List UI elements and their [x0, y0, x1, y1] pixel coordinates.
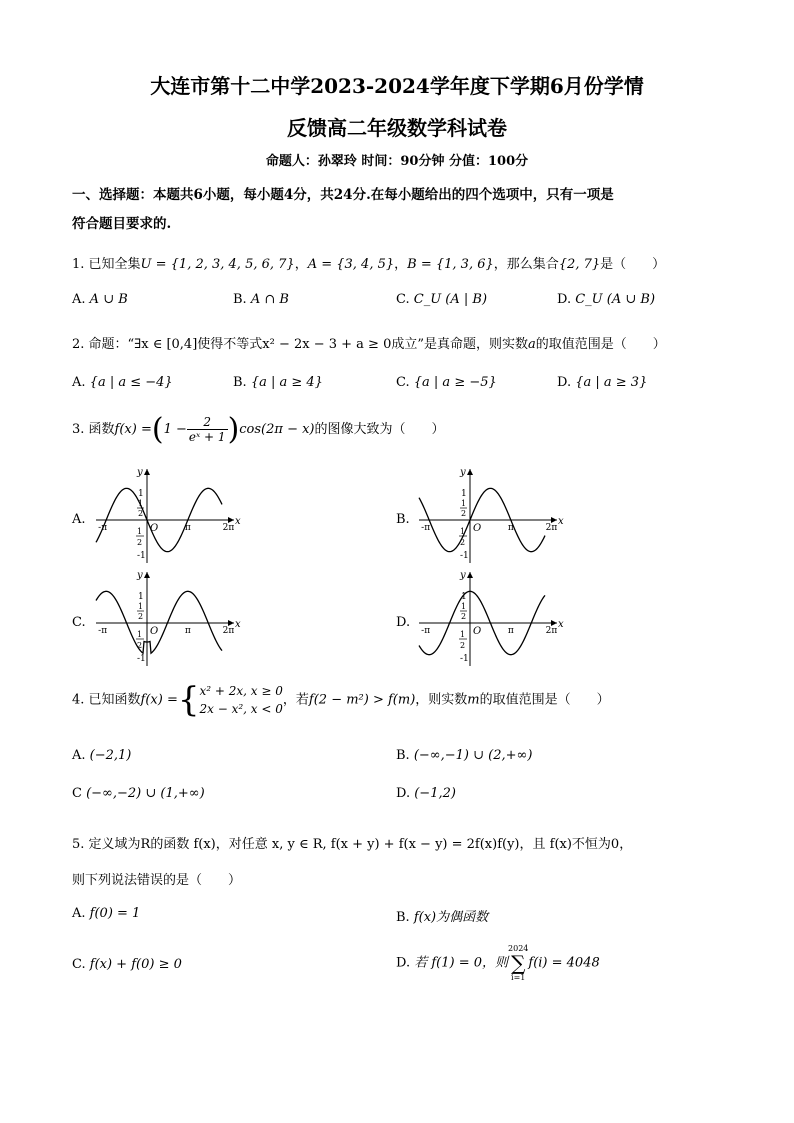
tick-neg-pi: -π	[421, 626, 431, 636]
tick-neg-one: -1	[460, 551, 469, 561]
tick-neg-half-den: 2	[460, 641, 466, 650]
tick-one: 1	[461, 489, 467, 499]
y-axis-arrow	[467, 469, 473, 475]
q4-case2: 2x − x², x < 0	[199, 702, 283, 716]
q1-option-c[interactable]: C. C_U (A | B)	[396, 292, 488, 307]
tick-2pi: 2π	[222, 523, 235, 533]
tick-pi: π	[184, 523, 191, 533]
tick-neg-half-den: 2	[460, 538, 466, 547]
q3-graph-a[interactable]	[92, 465, 242, 569]
tick-neg-half-num: 1	[460, 527, 466, 536]
tick-half-num: 1	[461, 499, 467, 508]
q3-graph-b[interactable]	[415, 465, 565, 569]
question-5-line2: 则下列说法错误的是（ ）	[72, 873, 242, 888]
q3-graph-c[interactable]	[92, 568, 242, 672]
exam-title-line2: 反馈高二年级数学科试卷	[287, 116, 507, 140]
section-heading-line1: 一、选择题：本题共6小题，每小题4分，共24分.在每小题给出的四个选项中，只有一项是	[72, 187, 614, 203]
tick-2pi: 2π	[222, 626, 235, 636]
q3-option-c-label[interactable]: C.	[72, 615, 86, 630]
q1-mid: ，那么集合	[493, 257, 559, 272]
tick-half-den: 2	[138, 612, 144, 621]
q1-option-b[interactable]: B. A ∩ B	[233, 292, 289, 307]
summation-symbol: 2024 ∑ i=1	[508, 944, 529, 982]
tick-neg-half-num: 1	[137, 527, 143, 536]
q3-graph-d[interactable]	[415, 568, 565, 672]
origin-label: O	[150, 626, 159, 637]
question-2-stem: 2. 命题：“∃x ∈ [0,4]使得不等式x² − 2x − 3 + a ≥ 0成立”是真命题，则实数a的取值范围是（ ）	[72, 337, 666, 352]
tick-half-den: 2	[461, 612, 467, 621]
q1-prefix: 1. 已知全集	[72, 257, 141, 272]
question-4-stem: 4. 已知函数f(x) ={ x² + 2x, x ≥ 0 2x − x², x < 0 ，若f(2 − m²) > f(m)，则实数m的取值范围是（ ）	[72, 680, 610, 720]
tick-neg-pi: -π	[98, 626, 108, 636]
tick-neg-half-num: 1	[137, 630, 143, 639]
tick-half-num: 1	[138, 499, 144, 508]
tick-2pi: 2π	[545, 626, 558, 636]
tick-pi: π	[507, 523, 514, 533]
tick-half-den: 2	[461, 509, 467, 518]
q4-option-c[interactable]: C (−∞,−2) ∪ (1,+∞)	[72, 786, 205, 801]
y-axis-arrow	[144, 572, 150, 578]
tick-neg-one: -1	[137, 551, 146, 561]
x-axis-label: x	[235, 619, 241, 630]
origin-label: O	[473, 523, 482, 534]
tick-one: 1	[138, 489, 144, 499]
y-axis-arrow	[467, 572, 473, 578]
q5-option-d[interactable]: D. 若 f(1) = 0，则2024 ∑ i=1f(i) = 4048	[396, 944, 600, 982]
tick-neg-one: -1	[460, 654, 469, 664]
q5-option-a[interactable]: A. f(0) = 1	[72, 906, 141, 921]
tick-neg-half-den: 2	[137, 641, 143, 650]
tick-neg-half-den: 2	[137, 538, 143, 547]
section-heading-line2: 符合题目要求的.	[72, 216, 172, 232]
tick-neg-pi: -π	[421, 523, 431, 533]
q3-option-d-label[interactable]: D.	[396, 615, 411, 630]
exam-info: 命题人：孙翠玲 时间：90分钟 分值：100分	[265, 154, 529, 169]
x-axis-label: x	[235, 516, 241, 527]
q2-option-d[interactable]: D. {a | a ≥ 3}	[557, 375, 648, 390]
tick-neg-one: -1	[137, 654, 146, 664]
q5-option-b[interactable]: B. f(x)为偶函数	[396, 910, 489, 925]
q3-option-a-label[interactable]: A.	[72, 512, 86, 527]
q4-option-a[interactable]: A. (−2,1)	[72, 748, 132, 763]
q4-option-d[interactable]: D. (−1,2)	[396, 786, 456, 801]
q1-suffix: 是（ ）	[600, 257, 666, 272]
q4-case1: x² + 2x, x ≥ 0	[199, 684, 283, 698]
origin-label: O	[473, 626, 482, 637]
tick-one: 1	[461, 592, 467, 602]
tick-one: 1	[138, 592, 144, 602]
tick-neg-pi: -π	[98, 523, 108, 533]
y-axis-label: y	[137, 570, 143, 581]
y-axis-label: y	[460, 570, 466, 581]
tick-half-num: 1	[138, 602, 144, 611]
q1-target-set: {2, 7}	[558, 257, 601, 272]
q3-option-b-label[interactable]: B.	[396, 512, 410, 527]
function-curve	[96, 591, 222, 653]
tick-neg-half-num: 1	[460, 630, 466, 639]
q4-option-b[interactable]: B. (−∞,−1) ∪ (2,+∞)	[396, 748, 533, 763]
tick-half-den: 2	[138, 509, 144, 518]
q2-option-b[interactable]: B. {a | a ≥ 4}	[233, 375, 323, 390]
y-axis-arrow	[144, 469, 150, 475]
tick-pi: π	[507, 626, 514, 636]
tick-2pi: 2π	[545, 523, 558, 533]
question-3-stem: 3. 函数f(x) =(1 − $\frac{2}{\text{eˣ + 1}}$ )cos(2π − x)的图像大致为（ ）	[72, 412, 445, 447]
y-axis-label: y	[460, 467, 466, 478]
question-1-stem: 1. 已知全集U = {1, 2, 3, 4, 5, 6, 7}，A = {3, 4, 5}，B = {1, 3, 6}，那么集合{2, 7}是（ ）	[72, 257, 666, 272]
q2-option-a[interactable]: A. {a | a ≤ −4}	[72, 375, 173, 390]
q2-option-c[interactable]: C. {a | a ≥ −5}	[396, 375, 497, 390]
q1-option-d[interactable]: D. C_U (A ∪ B)	[557, 292, 656, 307]
tick-pi: π	[184, 626, 191, 636]
y-axis-label: y	[137, 467, 143, 478]
origin-label: O	[150, 523, 159, 534]
q1-universal-set: U = {1, 2, 3, 4, 5, 6, 7}	[140, 257, 295, 272]
tick-half-num: 1	[461, 602, 467, 611]
question-5-line1: 5. 定义域为R的函数 f(x)，对任意 x, y ∈ R, f(x + y) + f(x − y) = 2f(x)f(y)，且 f(x)不恒为0，	[72, 837, 633, 852]
exam-title-line1: 大连市第十二中学2023-2024学年度下学期6月份学情	[150, 74, 644, 98]
q5-option-c[interactable]: C. f(x) + f(0) ≥ 0	[72, 957, 182, 972]
q1-set-a: A = {3, 4, 5}	[307, 257, 395, 272]
q1-option-a[interactable]: A. A ∪ B	[72, 292, 128, 307]
x-axis-label: x	[558, 516, 564, 527]
x-axis-label: x	[558, 619, 564, 630]
q3-fraction: $\frac{2}{\text{eˣ + 1}}$	[188, 415, 226, 444]
q1-set-b: B = {1, 3, 6}	[407, 257, 494, 272]
